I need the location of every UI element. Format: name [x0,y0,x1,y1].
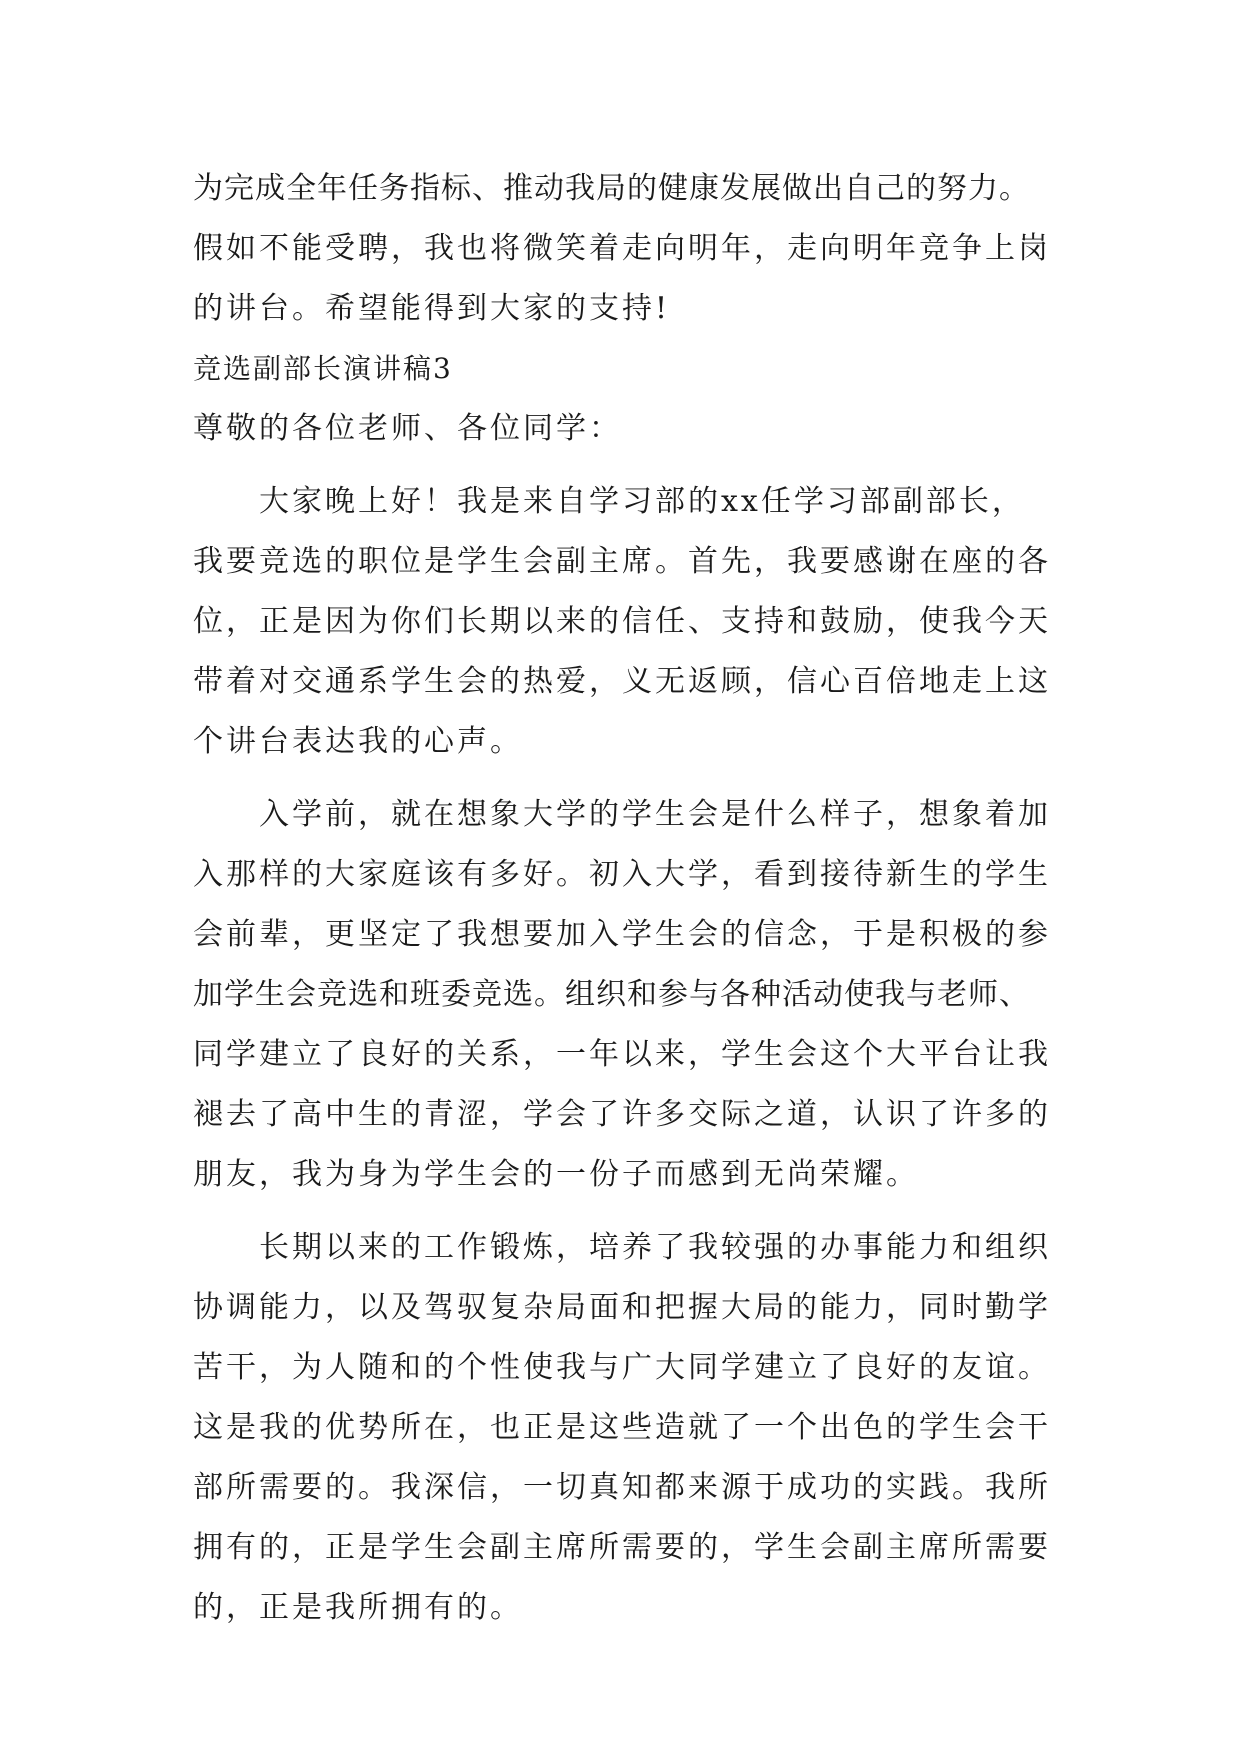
text-line: 这是我的优势所在，也正是这些造就了一个出色的学生会干 [193,1410,1051,1445]
text-line: 我要竞选的职位是学生会副主席。首先，我要感谢在座的各 [193,544,1051,579]
text-line: 位，正是因为你们长期以来的信任、支持和鼓励，使我今天 [193,604,1051,639]
text-line: 苦干，为人随和的个性使我与广大同学建立了良好的友谊。 [193,1350,1051,1385]
text-line: 个讲台表达我的心声。 [193,724,523,759]
salutation: 尊敬的各位老师、各位同学： [193,411,622,446]
paragraph-start: 长期以来的工作锻炼，培养了我较强的办事能力和组织 [259,1230,1051,1265]
document-body [193,159,1093,1638]
text-line: 入那样的大家庭该有多好。初入大学，看到接待新生的学生 [193,857,1051,892]
text-line: 协调能力，以及驾驭复杂局面和把握大局的能力，同时勤学 [193,1290,1051,1325]
text-line: 褪去了高中生的青涩，学会了许多交际之道，认识了许多的 [193,1097,1051,1132]
paragraph-start: 入学前，就在想象大学的学生会是什么样子，想象着加 [259,797,1051,832]
text-line: 同学建立了良好的关系，一年以来，学生会这个大平台让我 [193,1037,1051,1072]
text-line: 带着对交通系学生会的热爱，义无返顾，信心百倍地走上这 [193,664,1051,699]
text-line: 拥有的，正是学生会副主席所需要的，学生会副主席所需要 [193,1530,1051,1565]
text-line: 部所需要的。我深信，一切真知都来源于成功的实践。我所 [193,1470,1051,1505]
text-line: 朋友，我为身为学生会的一份子而感到无尚荣耀。 [193,1157,919,1192]
text-line: 的讲台。希望能得到大家的支持! [193,291,671,326]
text-line: 加学生会竞选和班委竞选。组织和参与各种活动使我与老师、 [193,977,1030,1012]
text-line: 的，正是我所拥有的。 [193,1590,523,1625]
text-line: 假如不能受聘，我也将微笑着走向明年，走向明年竞争上岗 [193,231,1051,266]
text-line: 为完成全年任务指标、推动我局的健康发展做出自己的努力。 [193,171,1030,206]
paragraph-start: 大家晚上好！我是来自学习部的xx任学习部副部长， [259,484,1025,519]
text-line: 会前辈，更坚定了我想要加入学生会的信念，于是积极的参 [193,917,1051,952]
section-title: 竞选副部长演讲稿3 [193,352,453,385]
